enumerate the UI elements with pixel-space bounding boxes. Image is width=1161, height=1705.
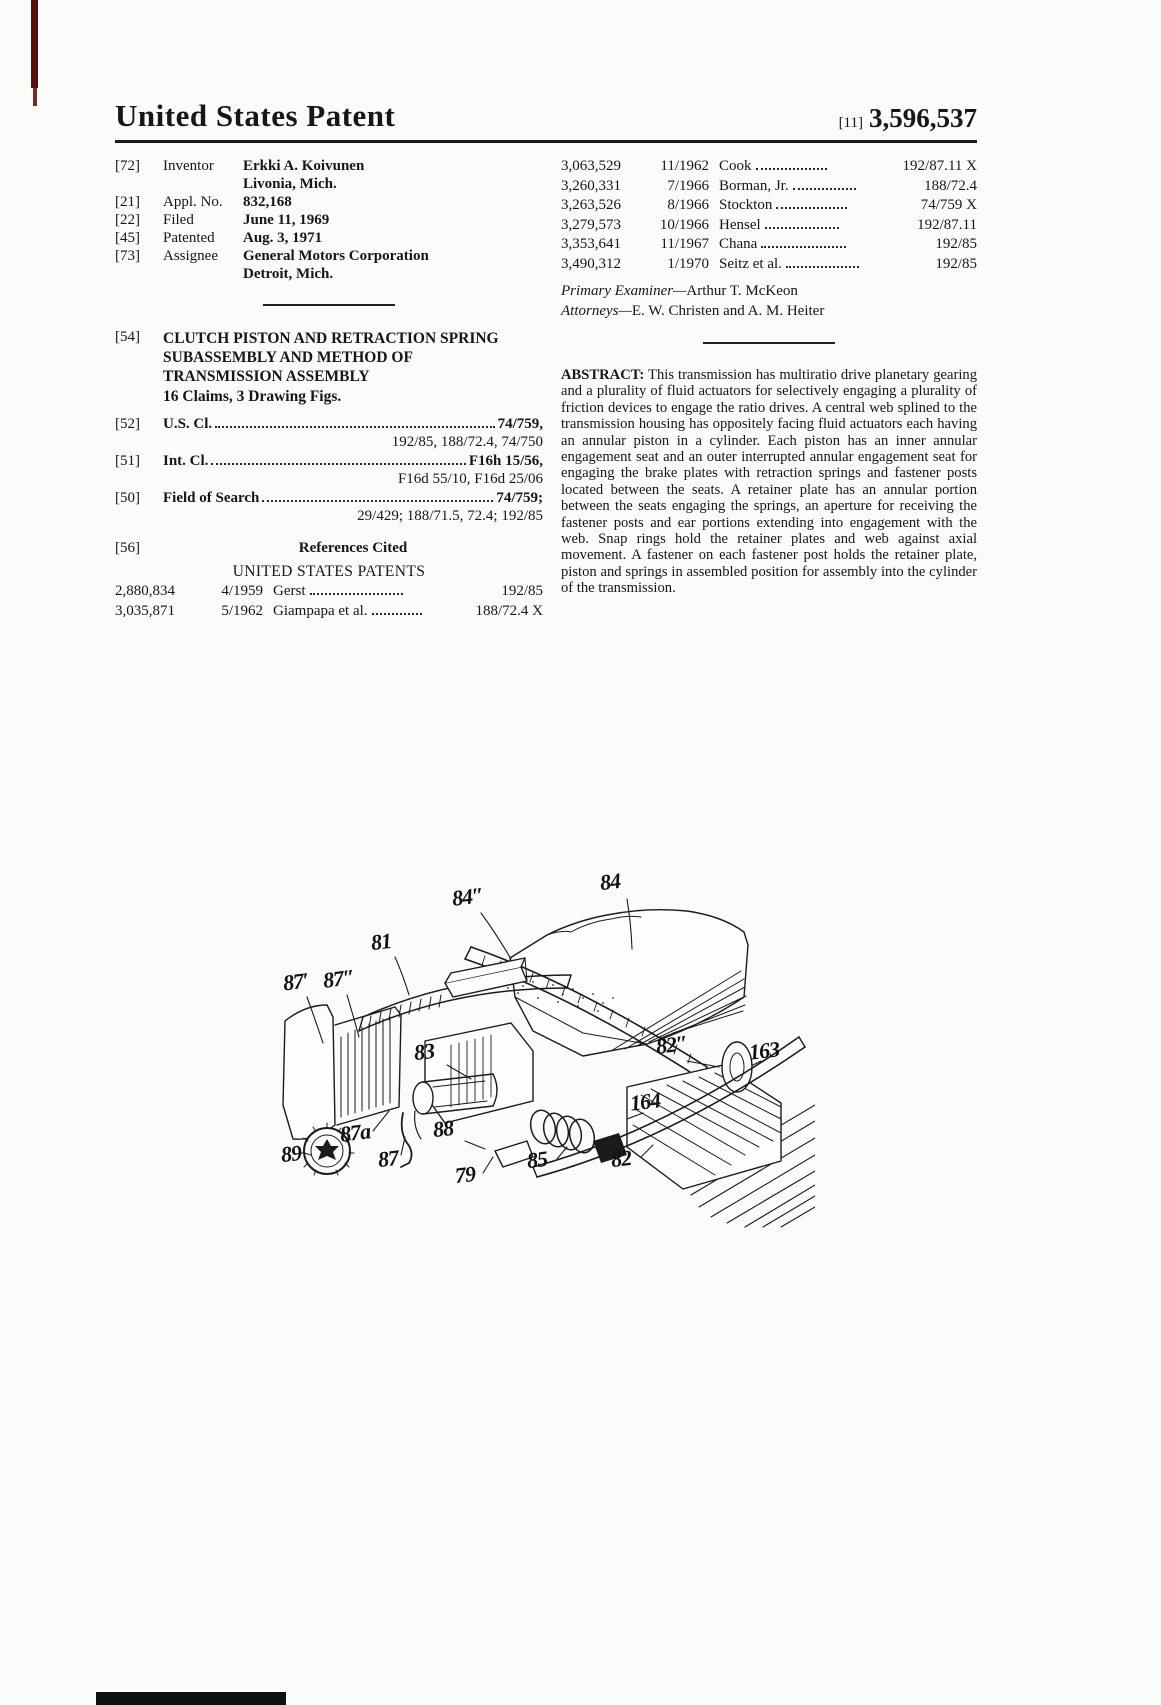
dot-leader — [211, 463, 465, 465]
cls-tag: [52] — [115, 416, 140, 432]
biblio-row-assignee — [115, 247, 543, 283]
fig-ref-163: 163 — [747, 1036, 781, 1065]
cls-value: 74/759, — [497, 416, 543, 432]
dot-leader — [215, 426, 494, 428]
abstract-text: This transmission has multiratio drive planetary gearing and a plurality of fluid actuators for selectively engaging a plurality of friction devices to engage the ratio drives. A central web splined to the transmission housing has oppositely facing fluid actuators each having an annular piston in a cylinder. Each piston has an inner annular engagement seat and an outer interrupted annular engagement seat for engaging the brake plates with retraction springs and fastener posts located between the seats. A retainer plate has an annular portion between the seats engaging the springs, an aperture for receiving the fastener posts and ear portions extending into engagement with the web. Snap rings hold the retainer plates and web against axial movement. A fastener on each fastener post holds the retainer plate, piston and springs in assembled position for assembly into the cylinder of the transmission. — [561, 367, 978, 597]
fig-ref-89: 89 — [279, 1139, 303, 1168]
reference-row — [561, 196, 977, 216]
ref-date: 1/1970 — [667, 255, 709, 272]
references-heading: References Cited — [298, 540, 408, 556]
primary-examiner-line: Primary Examiner—Arthur T. McKeon — [561, 283, 798, 299]
biblio-tag: [22] — [115, 212, 140, 228]
ref-name: Gerst — [273, 583, 306, 599]
dot-leader — [765, 227, 839, 229]
fig-ref-84: 84 — [598, 867, 622, 896]
fig-ref-87p: 87′ — [281, 967, 310, 996]
ref-number: 3,490,312 — [561, 255, 621, 272]
references-cited-heading-row — [115, 539, 543, 558]
biblio-label: Patented — [163, 230, 215, 246]
reference-row — [561, 157, 977, 177]
biblio-label: Assignee — [163, 248, 218, 264]
biblio-label: Inventor — [163, 158, 214, 174]
int-cl-row — [115, 452, 543, 488]
abstract — [561, 367, 977, 597]
biblio-value: 832,168 — [243, 194, 292, 210]
abstract-divider — [703, 342, 835, 344]
field-of-search-row — [115, 489, 543, 525]
cls-label: Int. Cl. — [163, 453, 209, 469]
biblio-label: Appl. No. — [163, 194, 223, 210]
dot-leader — [262, 500, 493, 502]
us-cl-row — [115, 415, 543, 451]
cls-label: U.S. Cl. — [163, 416, 213, 432]
cls-tag: [51] — [115, 453, 140, 469]
ref-value: 192/87.11 X — [902, 158, 977, 174]
fig-ref-87pp: 87″ — [321, 964, 356, 993]
invention-title: CLUTCH PISTON AND RETRACTION SPRING SUBASSEMBLY AND METHOD OF TRANSMISSION ASSEMBLY 16 Claims, 3 Drawing Figs. — [163, 329, 543, 406]
fig-ref-79: 79 — [453, 1160, 477, 1189]
ref-number: 3,260,331 — [561, 177, 621, 194]
references-tag: [56] — [115, 540, 140, 556]
fig-ref-83: 83 — [412, 1037, 436, 1066]
header-rule — [115, 140, 977, 143]
ref-name: Stockton — [719, 197, 773, 213]
ref-value: 192/85 — [935, 255, 978, 272]
ref-date: 8/1966 — [667, 197, 709, 213]
reference-row — [561, 255, 977, 275]
fig-ref-87a: 87a — [338, 1118, 372, 1147]
fig-ref-82: 82 — [609, 1144, 633, 1173]
ref-number: 3,063,529 — [561, 158, 621, 174]
dot-leader — [776, 207, 846, 209]
section-divider — [263, 304, 395, 306]
patent-number-tag: [11] — [838, 115, 863, 131]
ref-date: 4/1959 — [221, 583, 263, 599]
dot-leader — [756, 168, 828, 170]
ref-date: 5/1962 — [221, 602, 263, 619]
abstract-label: ABSTRACT: — [561, 367, 645, 383]
patent-figure-drawing — [275, 855, 815, 1230]
biblio-row-inventor — [115, 157, 543, 193]
biblio-value: June 11, 1969 — [243, 212, 330, 228]
title-tag: [54] — [115, 329, 140, 345]
ref-name: Seitz et al. — [719, 255, 782, 272]
classification-section — [115, 415, 543, 525]
ref-date: 11/1962 — [660, 158, 709, 174]
ref-number: 2,880,834 — [115, 583, 175, 599]
cls-value2: F16d 55/10, F16d 25/06 — [397, 471, 543, 487]
patent-number — [839, 103, 977, 134]
biblio-row-appl-no — [115, 193, 543, 211]
ref-name: Borman, Jr. — [719, 177, 789, 194]
ref-value: 192/85 — [501, 583, 544, 599]
biblio-value: Aug. 3, 1971 — [243, 230, 323, 246]
biblio-row-filed — [115, 211, 543, 229]
ref-number: 3,035,871 — [115, 602, 175, 619]
cls-value: F16h 15/56, — [468, 453, 543, 469]
cls-value2: 192/85, 188/72.4, 74/750 — [391, 434, 543, 450]
examiner-block — [561, 282, 977, 321]
ref-number: 3,263,526 — [561, 197, 621, 213]
reference-row — [561, 216, 977, 236]
biblio-tag: [21] — [115, 194, 140, 210]
us-patents-heading: UNITED STATES PATENTS — [232, 563, 426, 580]
cls-label: Field of Search — [163, 490, 260, 506]
biblio-value: Erkki A. Koivunen Livonia, Mich. — [243, 158, 365, 192]
patent-header — [115, 98, 977, 134]
biblio-value: General Motors Corporation Detroit, Mich. — [243, 248, 429, 282]
scan-artifact-black-bar — [96, 1692, 286, 1705]
scan-artifact-red-mark — [33, 88, 37, 106]
dot-leader — [786, 266, 859, 268]
biblio-row-patented — [115, 229, 543, 247]
ref-value: 188/72.4 X — [475, 602, 544, 619]
ref-value: 192/85 — [935, 236, 977, 252]
ref-name: Cook — [719, 158, 752, 174]
invention-title-block — [115, 329, 543, 406]
ref-value: 192/87.11 — [917, 216, 977, 233]
biblio-label: Filed — [163, 212, 194, 228]
left-column — [115, 157, 543, 621]
dot-leader — [372, 613, 422, 615]
biblio-tag: [72] — [115, 158, 140, 174]
patent-sheet — [115, 98, 977, 621]
page-title: United States Patent — [115, 98, 396, 133]
fig-ref-87: 87 — [376, 1144, 400, 1173]
ref-value: 188/72.4 — [924, 177, 978, 194]
ref-number: 3,279,573 — [561, 216, 621, 233]
dot-leader — [793, 188, 857, 190]
reference-row — [561, 235, 977, 255]
biblio-tag: [73] — [115, 248, 140, 264]
ref-date: 7/1966 — [667, 177, 709, 194]
ref-name: Chana — [719, 236, 758, 252]
fig-ref-88: 88 — [431, 1114, 455, 1143]
dot-leader — [761, 246, 846, 248]
ref-date: 11/1967 — [660, 236, 709, 252]
fig-ref-164: 164 — [628, 1087, 662, 1116]
attorneys-line: Attorneys—E. W. Christen and A. M. Heiter — [561, 302, 825, 319]
scan-artifact-red-strip — [31, 0, 38, 88]
ref-name: Hensel — [719, 216, 761, 233]
claims-note: 16 Claims, 3 Drawing Figs. — [163, 388, 342, 405]
reference-row — [115, 602, 543, 622]
fig-ref-85: 85 — [525, 1145, 549, 1174]
dot-leader — [310, 593, 404, 595]
cls-value: 74/759; — [496, 490, 543, 506]
ref-date: 10/1966 — [659, 216, 709, 233]
fig-ref-81: 81 — [369, 927, 393, 956]
ref-number: 3,353,641 — [561, 236, 621, 252]
biblio-tag: [45] — [115, 230, 140, 246]
fig-ref-84pp: 84″ — [450, 882, 485, 911]
patent-figure — [275, 855, 815, 1230]
fig-ref-82pp: 82″ — [654, 1030, 689, 1059]
patent-number-value: 3,596,537 — [869, 103, 977, 133]
cls-tag: [50] — [115, 490, 140, 506]
reference-row — [115, 582, 543, 602]
reference-row — [561, 177, 977, 197]
cls-value2: 29/429; 188/71.5, 72.4; 192/85 — [357, 508, 543, 524]
ref-name: Giampapa et al. — [273, 602, 368, 619]
ref-value: 74/759 X — [920, 197, 977, 213]
right-column — [561, 157, 977, 621]
